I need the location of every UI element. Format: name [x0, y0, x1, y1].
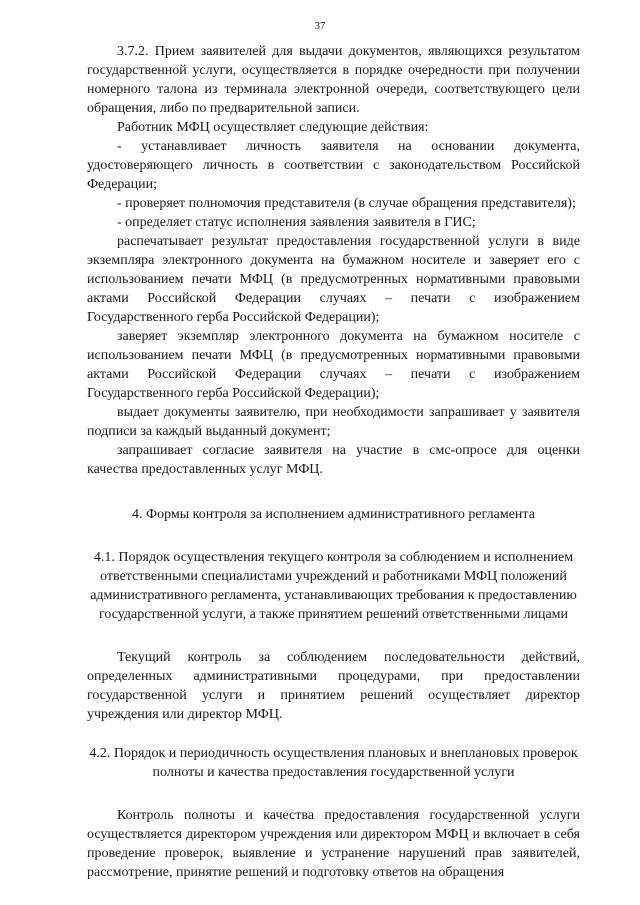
- list-item-print-result: распечатывает результат предоставления государственной услуги в виде экземпляра электронного документа на бумажном носителе и заверяет его с использованием печати МФЦ (в предусмотренных нормативными правовыми актами Российской Федерации случаях – печати с изображением Государственного герба Российской Федерации);: [87, 234, 580, 325]
- list-item-issue: выдает документы заявителю, при необходимости запрашивает у заявителя подписи за каждый выданный документ;: [87, 405, 580, 439]
- subsection-heading-4-1: 4.1. Порядок осуществления текущего контроля за соблюдением и исполнением ответственными специалистами учреждений и работниками МФЦ положений административного регламента, устанавливающих требования к предоставлению государственной услуги, а также принятием решений ответственными лицами: [90, 550, 577, 622]
- paragraph-3-7-2: 3.7.2. Прием заявителей для выдачи документов, являющихся результатом государственной услуги, осуществляется в порядке очередности при получении номерного талона из терминала электронной очереди, соответствующего цели обращения, либо по предварительной записи.: [87, 44, 580, 116]
- document-body: [87, 42, 580, 882]
- page-number: 37: [314, 20, 326, 32]
- list-item-certify: заверяет экземпляр электронного документа на бумажном носителе с использованием печати МФЦ (в предусмотренных нормативными правовыми актами Российской Федерации случаях – печати с изображением Государственного герба Российской Федерации);: [87, 329, 580, 401]
- list-item-identity: - устанавливает личность заявителя на основании документа, удостоверяющего личность в соответствии с законодательством Российской Федерации;: [87, 139, 580, 192]
- subsection-heading-4-2: 4.2. Порядок и периодичность осуществления плановых и внеплановых проверок полноты и качества предоставления государственной услуги: [89, 746, 578, 780]
- list-item-sms-consent: запрашивает согласие заявителя на участие в смс-опросе для оценки качества предоставленных услуг МФЦ.: [87, 443, 580, 477]
- section-heading-4: 4. Формы контроля за исполнением административного регламента: [132, 507, 535, 522]
- list-item-status: - определяет статус исполнения заявления заявителя в ГИС;: [117, 215, 476, 230]
- list-item-authority: - проверяет полномочия представителя (в случае обращения представителя);: [117, 196, 576, 211]
- subsection-4-2-text: Контроль полноты и качества предоставления государственной услуги осуществляется директором учреждения или директором МФЦ и включает в себя проведение проверок, выявление и устранение нарушений прав заявителей, рассмотрение, принятие решений и подготовку ответов на обращения: [87, 808, 580, 880]
- subsection-4-1-text: Текущий контроль за соблюдением последовательности действий, определенных административными процедурами, при предоставлении государственной услуги и принятием решений осуществляет директор учреждения или директор МФЦ.: [87, 650, 580, 722]
- paragraph-mfc-actions-intro: Работник МФЦ осуществляет следующие действия:: [117, 120, 429, 135]
